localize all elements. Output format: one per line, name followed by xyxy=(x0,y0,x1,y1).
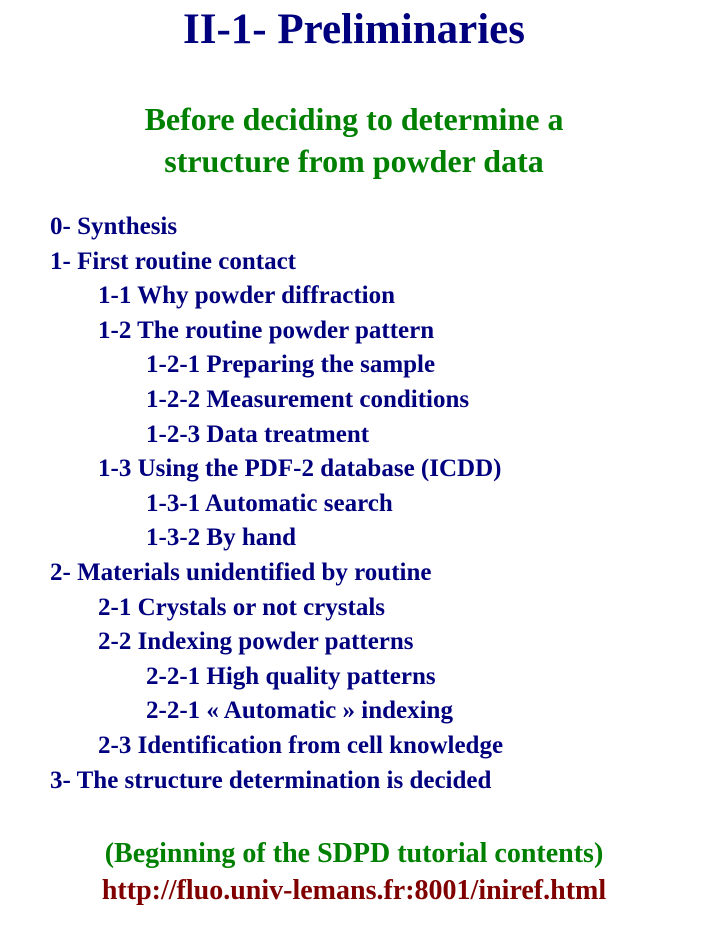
page-subtitle xyxy=(0,98,708,182)
outline-item: 2-2 Indexing powder patterns xyxy=(98,628,414,656)
outline-item: 2- Materials unidentified by routine xyxy=(50,558,432,586)
footer-note: (Beginning of the SDPD tutorial contents) xyxy=(104,838,604,869)
outline-item: 0- Synthesis xyxy=(50,213,178,240)
outline-item: 2-2-1 « Automatic » indexing xyxy=(146,697,453,725)
page-title: II-1- Preliminaries xyxy=(183,6,525,53)
outline-item: 3- The structure determination is decided xyxy=(50,766,492,794)
outline-item: 1-2-3 Data treatment xyxy=(146,420,370,448)
outline-item: 2-2-1 High quality patterns xyxy=(146,662,436,690)
outline-item: 1- First routine contact xyxy=(50,247,297,275)
subtitle-line-2: structure from powder data xyxy=(164,143,544,179)
subtitle-line-1: Before deciding to determine a xyxy=(144,101,564,137)
outline-item: 1-2-2 Measurement conditions xyxy=(146,385,470,413)
outline-item: 1-3-1 Automatic search xyxy=(146,489,393,517)
outline-item: 2-3 Identification from cell knowledge xyxy=(98,731,504,759)
outline-item: 2-1 Crystals or not crystals xyxy=(98,593,385,621)
outline-item: 1-3 Using the PDF-2 database (ICDD) xyxy=(98,455,502,483)
contents-outline xyxy=(50,210,503,798)
outline-item: 1-2-1 Preparing the sample xyxy=(146,351,436,379)
outline-item: 1-1 Why powder diffraction xyxy=(98,282,395,310)
outline-item: 1-3-2 By hand xyxy=(146,524,297,552)
footer-url: http://fluo.univ-lemans.fr:8001/iniref.html xyxy=(101,875,607,906)
outline-item: 1-2 The routine powder pattern xyxy=(98,316,435,344)
